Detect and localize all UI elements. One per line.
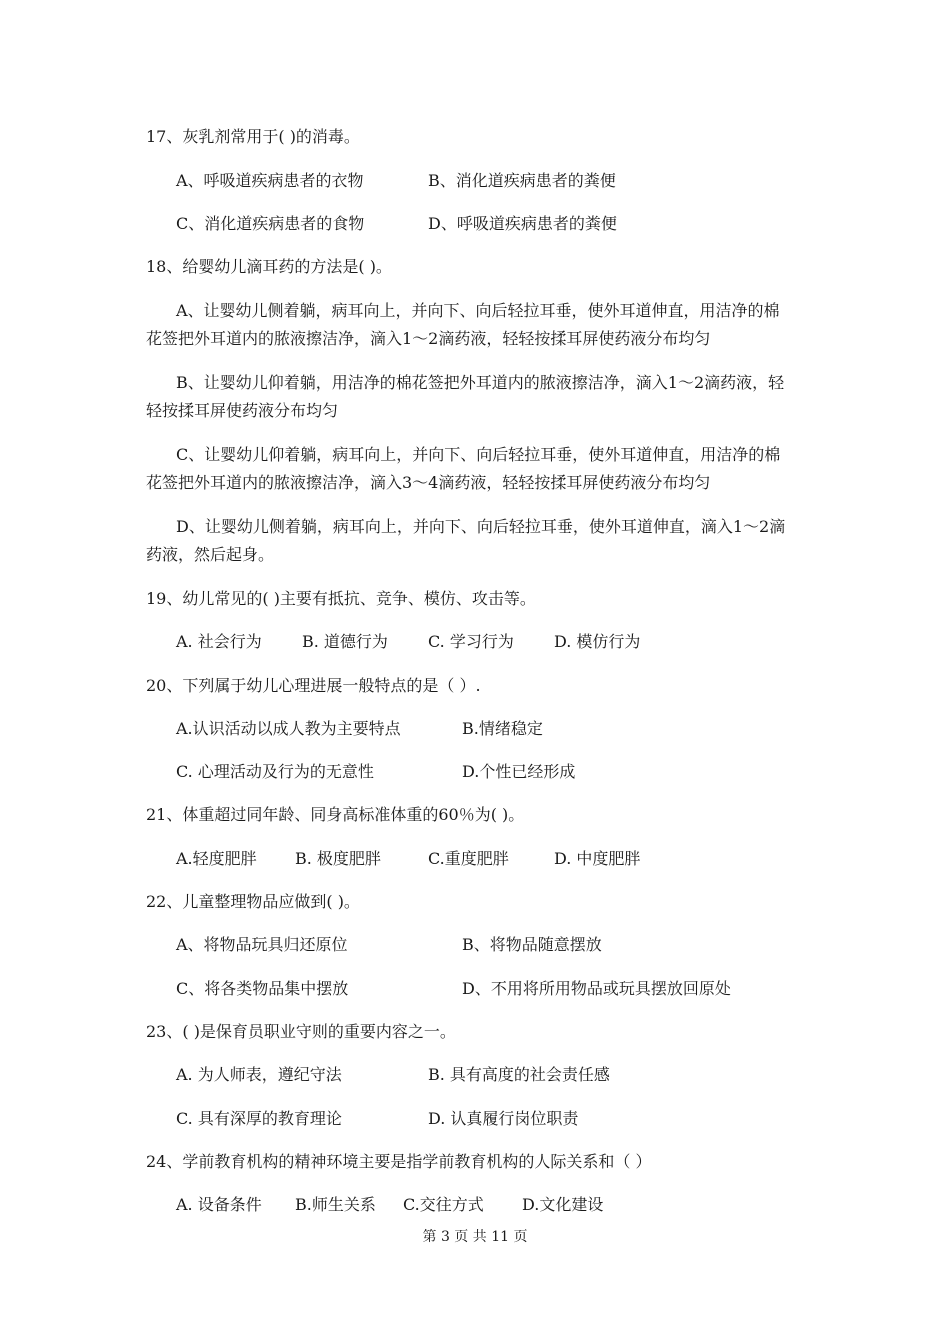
question-19-option-d: D. 模仿行为 <box>554 632 641 651</box>
question-19-option-a: A. 社会行为 <box>176 632 262 651</box>
question-20-option-b: B.情绪稳定 <box>462 719 543 738</box>
question-18-option-c-line2: 花签把外耳道内的脓液擦洁净，滴入3～4滴药液，轻轻按揉耳屏使药液分布均匀 <box>146 473 711 492</box>
page-number-footer: 第 3 页 共 11 页 <box>422 1229 528 1245</box>
question-21-option-b: B. 极度肥胖 <box>295 849 381 868</box>
question-23-stem: 23、( )是保育员职业守则的重要内容之一。 <box>146 1022 456 1041</box>
question-18-option-b-line2: 轻按揉耳屏使药液分布均匀 <box>146 401 339 420</box>
question-22-option-a: A、将物品玩具归还原位 <box>176 935 348 954</box>
question-18-option-d-line1: D、让婴幼儿侧着躺，病耳向上，并向下、向后轻拉耳垂，使外耳道伸直，滴入1～2滴 <box>176 517 786 536</box>
question-21-option-d: D. 中度肥胖 <box>554 849 641 868</box>
question-21-option-c: C.重度肥胖 <box>428 849 509 868</box>
question-18-option-b-line1: B、让婴幼儿仰着躺，用洁净的棉花签把外耳道内的脓液擦洁净，滴入1～2滴药液，轻 <box>176 373 785 392</box>
question-23-option-a: A. 为人师表，遵纪守法 <box>176 1065 342 1084</box>
question-19-option-c: C. 学习行为 <box>428 632 514 651</box>
question-18-option-a-line2: 花签把外耳道内的脓液擦洁净，滴入1～2滴药液，轻轻按揉耳屏使药液分布均匀 <box>146 329 711 348</box>
question-17-option-b: B、消化道疾病患者的粪便 <box>428 171 616 190</box>
question-23-option-b: B. 具有高度的社会责任感 <box>428 1065 610 1084</box>
question-20-option-c: C. 心理活动及行为的无意性 <box>176 762 374 781</box>
question-21-option-a: A.轻度肥胖 <box>176 849 257 868</box>
question-23-option-c: C. 具有深厚的教育理论 <box>176 1109 342 1128</box>
question-22-option-b: B、将物品随意摆放 <box>462 935 602 954</box>
question-18-option-d-line2: 药液，然后起身。 <box>146 545 275 564</box>
question-19-option-b: B. 道德行为 <box>302 632 388 651</box>
question-17-option-d: D、呼吸道疾病患者的粪便 <box>428 214 617 233</box>
question-19-stem: 19、幼儿常见的( )主要有抵抗、竞争、模仿、攻击等。 <box>146 589 536 608</box>
question-20-option-d: D.个性已经形成 <box>462 762 576 781</box>
question-24-option-b: B.师生关系 <box>295 1195 376 1214</box>
question-17-stem: 17、灰乳剂常用于( )的消毒。 <box>146 127 360 146</box>
question-24-stem: 24、学前教育机构的精神环境主要是指学前教育机构的人际关系和（ ） <box>146 1152 652 1171</box>
question-22-stem: 22、儿童整理物品应做到( )。 <box>146 892 360 911</box>
question-22-option-d: D、不用将所用物品或玩具摆放回原处 <box>462 979 731 998</box>
question-22-option-c: C、将各类物品集中摆放 <box>176 979 349 998</box>
question-24-option-c: C.交往方式 <box>403 1195 484 1214</box>
question-17-option-a: A、呼吸道疾病患者的衣物 <box>176 171 364 190</box>
question-21-stem: 21、体重超过同年龄、同身高标准体重的60％为( )。 <box>146 805 525 824</box>
question-24-option-a: A. 设备条件 <box>176 1195 262 1214</box>
question-17-option-c: C、消化道疾病患者的食物 <box>176 214 365 233</box>
question-18-option-c-line1: C、让婴幼儿仰着躺，病耳向上，并向下、向后轻拉耳垂，使外耳道伸直，用洁净的棉 <box>176 445 781 464</box>
question-18-stem: 18、给婴幼儿滴耳药的方法是( )。 <box>146 257 392 276</box>
question-20-option-a: A.认识活动以成人教为主要特点 <box>176 719 401 738</box>
question-18-option-a-line1: A、让婴幼儿侧着躺，病耳向上，并向下、向后轻拉耳垂，使外耳道伸直，用洁净的棉 <box>176 301 780 320</box>
question-20-stem: 20、下列属于幼儿心理进展一般特点的是（ ）. <box>146 676 481 695</box>
question-24-option-d: D.文化建设 <box>522 1195 604 1214</box>
question-23-option-d: D. 认真履行岗位职责 <box>428 1109 579 1128</box>
